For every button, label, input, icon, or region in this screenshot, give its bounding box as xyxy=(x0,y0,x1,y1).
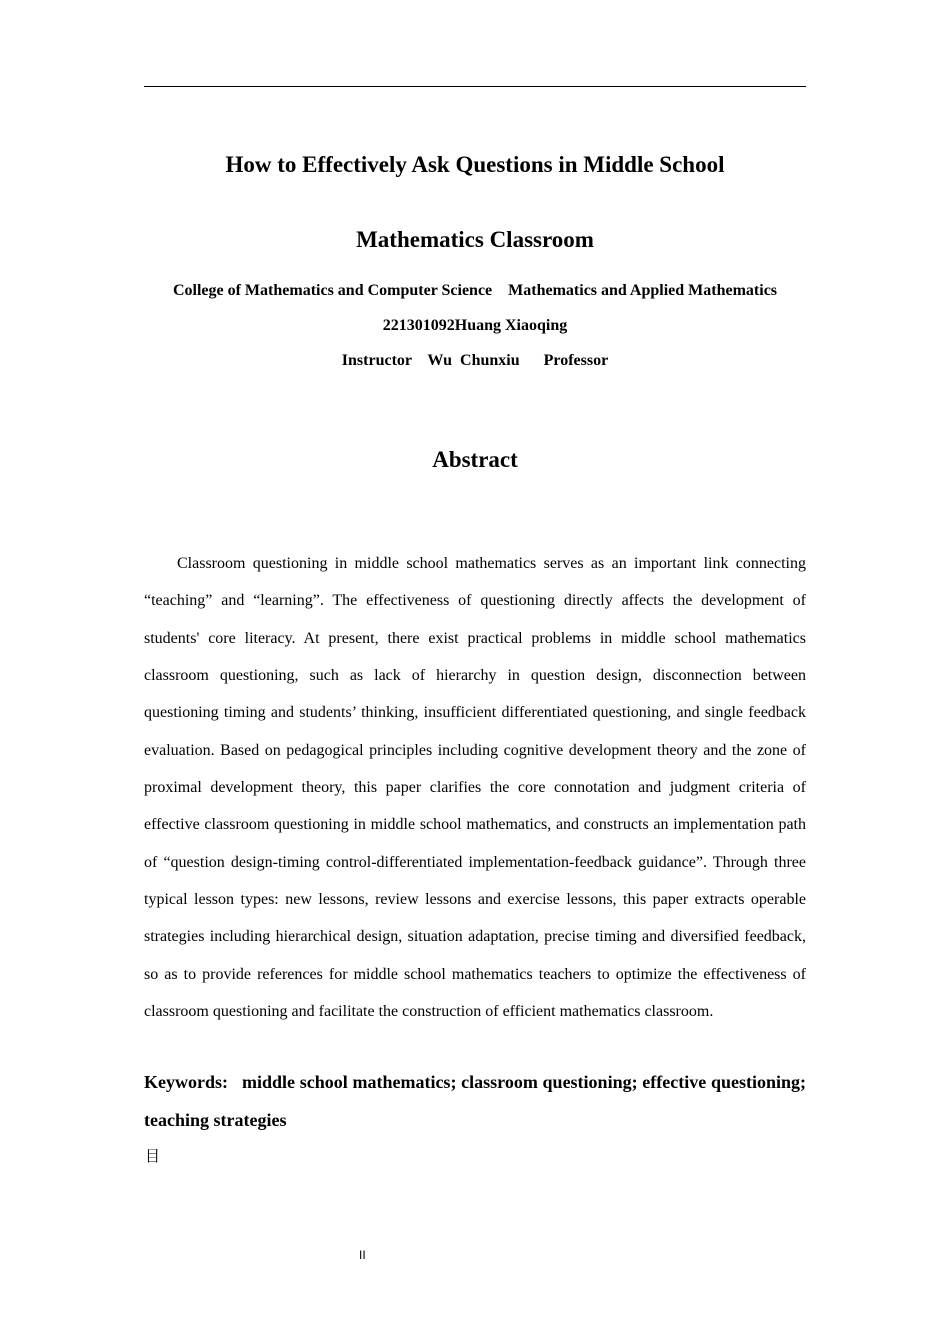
keywords-label: Keywords: xyxy=(144,1072,228,1092)
college-major-line: College of Mathematics and Computer Science Mathematics and Applied Mathematics xyxy=(172,282,778,299)
page-number: II xyxy=(359,1248,366,1262)
paper-title-line-1: How to Effectively Ask Questions in Middle School xyxy=(225,152,725,177)
header-rule xyxy=(144,86,806,87)
abstract-heading: Abstract xyxy=(432,447,518,472)
abstract-body: Classroom questioning in middle school mathematics serves as an important link connecting “teaching” and “learning”. The effectiveness of questioning directly affects the development of students' core literacy. At present, there exist practical problems in middle school mathematics classroom questioning, such as lack of hierarchy in question design, disconnection between questioning timing and students’ thinking, insufficient differentiated questioning, and single feedback evaluation. Based on pedagogical principles including cognitive development theory and the zone of proximal development theory, this paper clarifies the core connotation and judgment criteria of effective classroom questioning in middle school mathematics, and constructs an implementation path of “question design-timing control-differentiated implementation-feedback guidance”. Through three typical lesson types: new lessons, review lessons and exercise lessons, this paper extracts operable strategies including hierarchical design, situation adaptation, precise timing and diversified feedback, so as to provide references for middle school mathematics teachers to optimize the effectiveness of classroom questioning and facilitate the construction of efficient mathematics classroom. xyxy=(144,555,806,1021)
instructor-line: Instructor Wu Chunxiu Professor xyxy=(341,352,609,369)
student-id-name-line: 221301092Huang Xiaoqing xyxy=(382,317,568,334)
toc-fragment: 目 xyxy=(145,1147,161,1165)
keywords-paragraph xyxy=(144,1063,806,1139)
keywords-text: middle school mathematics; classroom questioning; effective questioning; teaching strategies xyxy=(144,1072,806,1130)
paper-title-line-2: Mathematics Classroom xyxy=(356,227,594,252)
